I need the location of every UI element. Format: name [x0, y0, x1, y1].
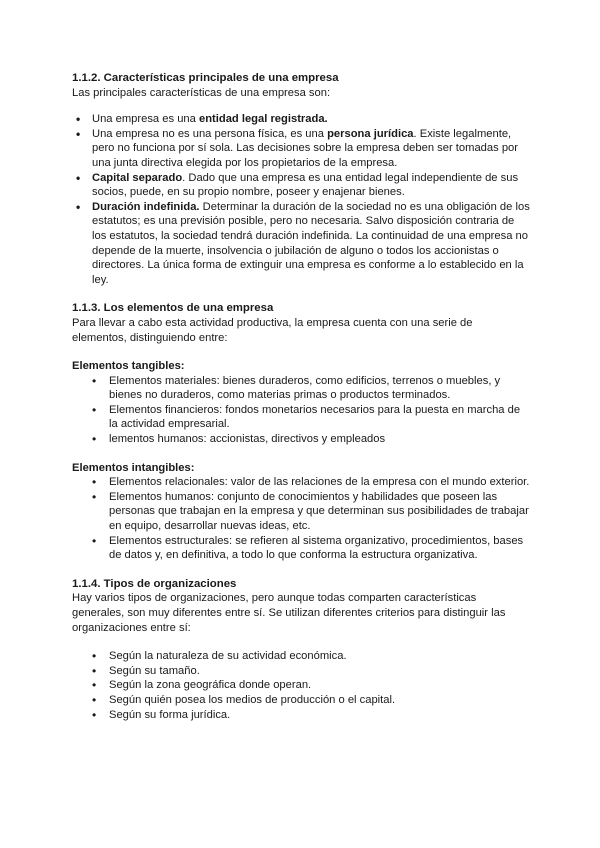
list-item: • Una empresa no es una persona física, es una persona jurídica. Existe legalmente, pero no funciona por sí sola. Las decisiones sobre la empresa deben ser tomadas por una junta directiva elegida por los propietarios de la empresa. — [72, 127, 530, 171]
list-item: • lementos humanos: accionistas, directivos y empleados — [72, 432, 530, 447]
intangibles-list — [72, 475, 530, 563]
intangibles-heading: Elementos intangibles: — [72, 461, 195, 474]
list-item: • Según su tamaño. — [72, 664, 530, 679]
section-heading-1-1-4: 1.1.4. Tipos de organizaciones — [72, 577, 237, 590]
section-heading-1-1-2: 1.1.2. Características principales de una empresa — [72, 72, 339, 84]
list-item: • Una empresa es una entidad legal registrada. — [72, 112, 530, 127]
list-item: • Elementos estructurales: se refieren al sistema organizativo, procedimientos, bases de datos y, en definitiva, a todo lo que conforma la estructura organizativa. — [72, 534, 530, 563]
tangibles-heading: Elementos tangibles: — [72, 360, 185, 373]
section-intro-1-1-4: Hay varios tipos de organizaciones, pero aunque todas comparten características generales, son muy diferentes entre sí. Se utilizan diferentes criterios para distinguir las organizaciones entre sí: — [72, 592, 506, 634]
list-item: • Capital separado. Dado que una empresa es una entidad legal independiente de sus socios, puede, en su propio nombre, poseer y enajenar bienes. — [72, 171, 530, 200]
list-item: • Según quién posea los medios de producción o el capital. — [72, 693, 530, 708]
list-item: • Duración indefinida. Determinar la duración de la sociedad no es una obligación de los estatutos; es una previsión posible, pero no necesaria. Salvo disposición contraria de los estatutos, la sociedad tendrá duración indefinida. La continuidad de una empresa no depende de la muerte, insolvencia o jubilación de alguno o todos los accionistas o directores. La única forma de extinguir una empresa es conforme a lo establecido en la ley. — [72, 200, 530, 288]
tangibles-list — [72, 374, 530, 447]
list-item: • Elementos humanos: conjunto de conocimientos y habilidades que poseen las personas que trabajan en la empresa y que determinan sus posibilidades de trabajar en equipo, desarrollar nuevas ideas, etc. — [72, 490, 530, 534]
section-intro-1-1-2: Las principales características de una empresa son: — [72, 86, 331, 99]
list-item: • Elementos financieros: fondos monetarios necesarios para la puesta en marcha de la actividad empresarial. — [72, 403, 530, 432]
section-heading-1-1-3: 1.1.3. Los elementos de una empresa — [72, 302, 274, 315]
list-item: • Según la zona geográfica donde operan. — [72, 678, 530, 693]
characteristics-list — [72, 112, 530, 287]
organization-types-list — [72, 649, 530, 722]
list-item: • Según su forma jurídica. — [72, 708, 530, 723]
list-item: • Según la naturaleza de su actividad económica. — [72, 649, 530, 664]
list-item: • Elementos materiales: bienes duraderos, como edificios, terrenos o muebles, y bienes no duraderos, como materias primas o productos terminados. — [72, 374, 530, 403]
list-item: • Elementos relacionales: valor de las relaciones de la empresa con el mundo exterior. — [72, 475, 530, 490]
section-intro-1-1-3: Para llevar a cabo esta actividad productiva, la empresa cuenta con una serie de elementos, distinguiendo entre: — [72, 316, 473, 344]
